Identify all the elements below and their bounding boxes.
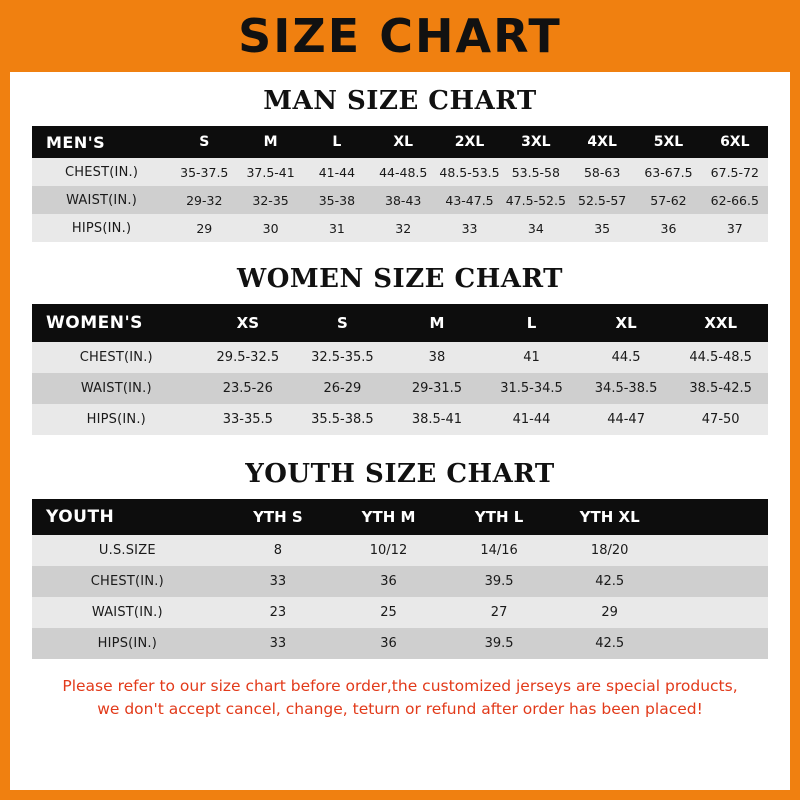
women-row-0-label: CHEST(IN.): [32, 342, 201, 373]
men-size-table: [32, 126, 768, 242]
men-col-6: 4XL: [569, 126, 635, 158]
youth-section-title: YOUTH SIZE CHART: [245, 459, 555, 489]
women-size-table: [32, 304, 768, 435]
youth-col-1: YTH M: [333, 499, 444, 535]
women-r0c5: 44.5-48.5: [673, 342, 768, 373]
men-r0c3: 44-48.5: [370, 158, 436, 186]
men-r2c6: 35: [569, 214, 635, 242]
table-row: [32, 628, 768, 659]
youth-col-spacer: [665, 499, 768, 535]
men-r2c3: 32: [370, 214, 436, 242]
women-col-4: XL: [579, 304, 674, 342]
header-banner: [0, 0, 800, 72]
youth-r3c2: 39.5: [444, 628, 555, 659]
youth-r3c0: 33: [223, 628, 334, 659]
men-r1c4: 43-47.5: [436, 186, 502, 214]
table-header-row: [32, 499, 768, 535]
page-title: SIZE CHART: [238, 9, 562, 63]
youth-table-head: [32, 499, 768, 535]
women-col-1: S: [295, 304, 390, 342]
men-col-1: M: [237, 126, 303, 158]
table-row: [32, 186, 768, 214]
women-col-0: XS: [201, 304, 296, 342]
table-header-row: [32, 304, 768, 342]
women-row-2-label: HIPS(IN.): [32, 404, 201, 435]
men-r0c2: 41-44: [304, 158, 370, 186]
youth-row-2-label: WAIST(IN.): [32, 597, 223, 628]
men-r0c8: 67.5-72: [702, 158, 768, 186]
women-r2c0: 33-35.5: [201, 404, 296, 435]
men-r2c1: 30: [237, 214, 303, 242]
youth-r3c1: 36: [333, 628, 444, 659]
women-table-head: [32, 304, 768, 342]
men-r0c6: 58-63: [569, 158, 635, 186]
youth-r2-spacer: [665, 597, 768, 628]
youth-row-1-label: CHEST(IN.): [32, 566, 223, 597]
table-row: [32, 342, 768, 373]
men-r2c0: 29: [171, 214, 237, 242]
youth-header-label: YOUTH: [32, 499, 223, 535]
women-r1c2: 29-31.5: [390, 373, 485, 404]
table-row: [32, 597, 768, 628]
men-r2c4: 33: [436, 214, 502, 242]
youth-size-table: [32, 499, 768, 659]
youth-col-2: YTH L: [444, 499, 555, 535]
women-r1c3: 31.5-34.5: [484, 373, 579, 404]
women-r2c1: 35.5-38.5: [295, 404, 390, 435]
men-row-0-label: CHEST(IN.): [32, 158, 171, 186]
youth-r0c3: 18/20: [554, 535, 665, 566]
youth-r1-spacer: [665, 566, 768, 597]
table-header-row: [32, 126, 768, 158]
chart-content: [10, 86, 790, 722]
table-row: [32, 373, 768, 404]
footer-note: [32, 675, 768, 722]
men-header-label: MEN'S: [32, 126, 171, 158]
men-r1c7: 57-62: [635, 186, 701, 214]
youth-r3c3: 42.5: [554, 628, 665, 659]
table-row: [32, 214, 768, 242]
men-r1c5: 47.5-52.5: [503, 186, 569, 214]
youth-r2c3: 29: [554, 597, 665, 628]
men-r2c7: 36: [635, 214, 701, 242]
men-r2c5: 34: [503, 214, 569, 242]
women-r1c5: 38.5-42.5: [673, 373, 768, 404]
youth-row-0-label: U.S.SIZE: [32, 535, 223, 566]
youth-r3-spacer: [665, 628, 768, 659]
men-r1c8: 62-66.5: [702, 186, 768, 214]
men-col-3: XL: [370, 126, 436, 158]
women-r1c0: 23.5-26: [201, 373, 296, 404]
men-col-4: 2XL: [436, 126, 502, 158]
youth-r0c2: 14/16: [444, 535, 555, 566]
women-r0c4: 44.5: [579, 342, 674, 373]
women-table-body: [32, 342, 768, 435]
women-r1c4: 34.5-38.5: [579, 373, 674, 404]
men-r0c1: 37.5-41: [237, 158, 303, 186]
women-r0c1: 32.5-35.5: [295, 342, 390, 373]
youth-r1c0: 33: [223, 566, 334, 597]
women-r0c0: 29.5-32.5: [201, 342, 296, 373]
men-row-2-label: HIPS(IN.): [32, 214, 171, 242]
women-size-section: [32, 264, 768, 435]
men-r1c3: 38-43: [370, 186, 436, 214]
men-r1c6: 52.5-57: [569, 186, 635, 214]
youth-table-body: [32, 535, 768, 659]
women-r2c3: 41-44: [484, 404, 579, 435]
footer-note-line-1: Please refer to our size chart before order,the customized jerseys are special products,: [62, 677, 738, 695]
women-col-2: M: [390, 304, 485, 342]
men-r0c0: 35-37.5: [171, 158, 237, 186]
youth-col-3: YTH XL: [554, 499, 665, 535]
men-r0c5: 53.5-58: [503, 158, 569, 186]
women-section-title: WOMEN SIZE CHART: [237, 264, 563, 294]
youth-r2c1: 25: [333, 597, 444, 628]
youth-r0c0: 8: [223, 535, 334, 566]
women-r0c2: 38: [390, 342, 485, 373]
women-r2c2: 38.5-41: [390, 404, 485, 435]
men-size-section: [32, 86, 768, 242]
youth-size-section: [32, 459, 768, 659]
men-r1c0: 29-32: [171, 186, 237, 214]
men-col-7: 5XL: [635, 126, 701, 158]
men-col-2: L: [304, 126, 370, 158]
women-col-5: XXL: [673, 304, 768, 342]
women-r2c5: 47-50: [673, 404, 768, 435]
men-col-8: 6XL: [702, 126, 768, 158]
youth-r1c1: 36: [333, 566, 444, 597]
table-row: [32, 535, 768, 566]
youth-row-3-label: HIPS(IN.): [32, 628, 223, 659]
men-r0c7: 63-67.5: [635, 158, 701, 186]
men-section-title: MAN SIZE CHART: [263, 86, 537, 116]
table-row: [32, 404, 768, 435]
youth-r1c3: 42.5: [554, 566, 665, 597]
table-row: [32, 158, 768, 186]
youth-col-0: YTH S: [223, 499, 334, 535]
youth-r1c2: 39.5: [444, 566, 555, 597]
footer-note-line-2: we don't accept cancel, change, teturn or refund after order has been placed!: [97, 700, 703, 719]
men-r1c2: 35-38: [304, 186, 370, 214]
women-r2c4: 44-47: [579, 404, 674, 435]
youth-r0c1: 10/12: [333, 535, 444, 566]
women-r0c3: 41: [484, 342, 579, 373]
men-table-head: [32, 126, 768, 158]
men-r0c4: 48.5-53.5: [436, 158, 502, 186]
men-r1c1: 32-35: [237, 186, 303, 214]
women-header-label: WOMEN'S: [32, 304, 201, 342]
men-r2c8: 37: [702, 214, 768, 242]
men-row-1-label: WAIST(IN.): [32, 186, 171, 214]
table-row: [32, 566, 768, 597]
women-r1c1: 26-29: [295, 373, 390, 404]
youth-r2c2: 27: [444, 597, 555, 628]
men-col-0: S: [171, 126, 237, 158]
women-col-3: L: [484, 304, 579, 342]
women-row-1-label: WAIST(IN.): [32, 373, 201, 404]
youth-r2c0: 23: [223, 597, 334, 628]
men-r2c2: 31: [304, 214, 370, 242]
youth-r0-spacer: [665, 535, 768, 566]
men-col-5: 3XL: [503, 126, 569, 158]
men-table-body: [32, 158, 768, 242]
